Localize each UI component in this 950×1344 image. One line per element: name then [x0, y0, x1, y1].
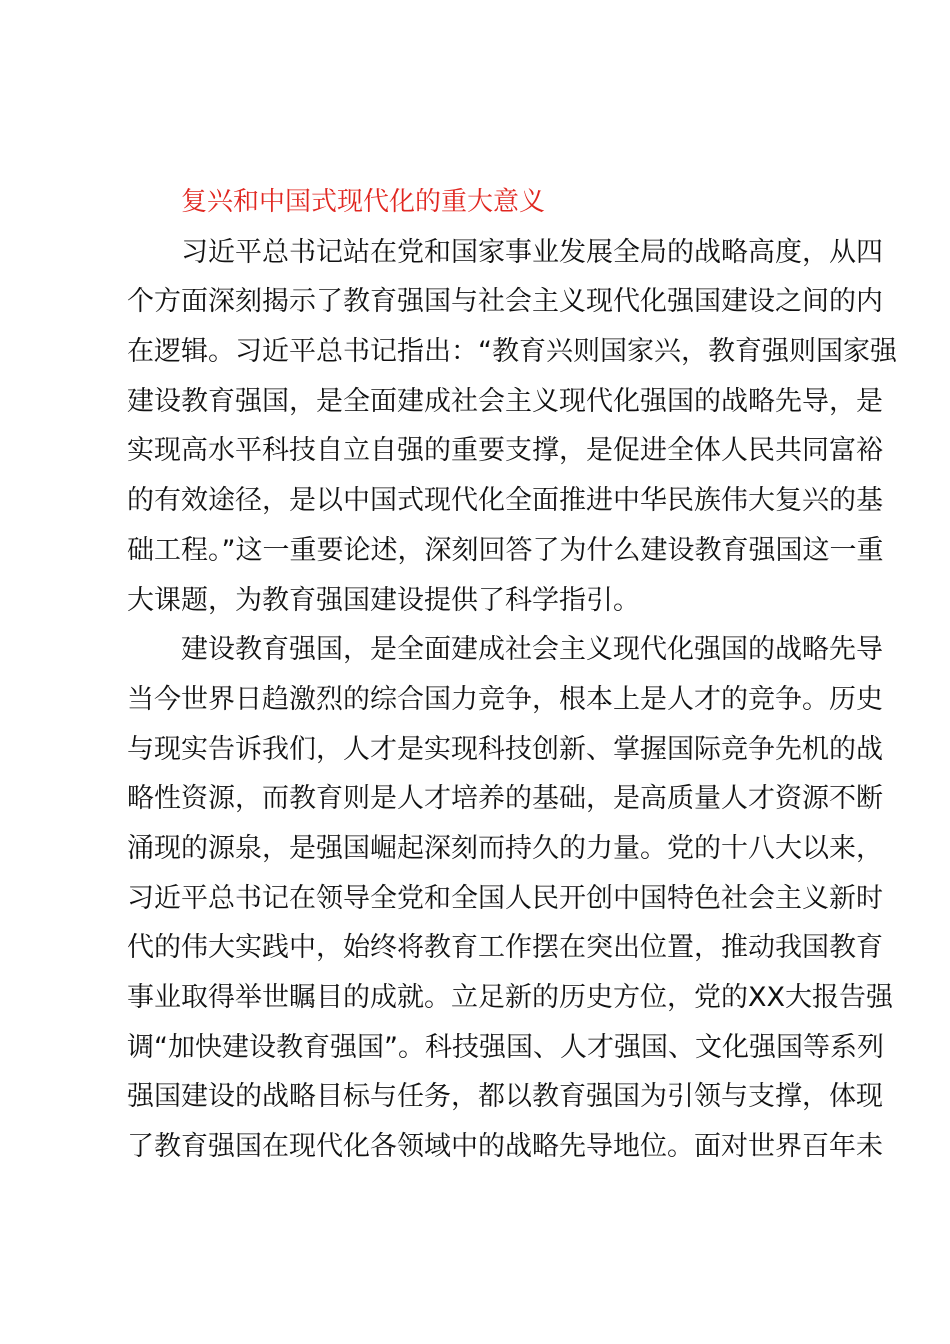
paragraph-line: 个方面深刻揭示了教育强国与社会主义现代化强国建设之间的内 [127, 286, 883, 318]
paragraph-2 [127, 625, 893, 1172]
document-body [127, 178, 897, 1172]
paragraph-line: 调“加快建设教育强国”。科技强国、人才强国、文化强国等系列 [127, 1031, 884, 1063]
paragraph-line: 建设教育强国，是全面建成社会主义现代化强国的战略先导 [181, 634, 883, 666]
paragraph-line: 当今世界日趋激烈的综合国力竞争，根本上是人才的竞争。历史 [127, 683, 883, 715]
paragraph-line: 实现高水平科技自立自强的重要支撑，是促进全体人民共同富裕 [127, 435, 883, 467]
paragraph-line: 与现实告诉我们，人才是实现科技创新、掌握国际竞争先机的战 [127, 733, 883, 765]
paragraph-line: 建设教育强国，是全面建成社会主义现代化强国的战略先导，是 [127, 385, 883, 417]
paragraph-1 [127, 228, 897, 626]
paragraph-line: 代的伟大实践中，始终将教育工作摆在突出位置，推动我国教育 [127, 932, 883, 964]
paragraph-line: 了教育强国在现代化各领域中的战略先导地位。面对世界百年未 [127, 1131, 883, 1163]
paragraph-line: 习近平总书记站在党和国家事业发展全局的战略高度，从四 [181, 236, 883, 268]
paragraph-line: 大课题，为教育强国建设提供了科学指引。 [127, 584, 640, 616]
paragraph-line: 础工程。”这一重要论述，深刻回答了为什么建设教育强国这一重 [127, 534, 884, 566]
paragraph-line: 习近平总书记在领导全党和全国人民开创中国特色社会主义新时 [127, 882, 883, 914]
paragraph-line: 的有效途径，是以中国式现代化全面推进中华民族伟大复兴的基 [127, 485, 883, 517]
paragraph-line: 略性资源，而教育则是人才培养的基础，是高质量人才资源不断 [127, 783, 883, 815]
paragraph-line: 涌现的源泉，是强国崛起深刻而持久的力量。党的十八大以来， [127, 832, 883, 864]
paragraph-line: 事业取得举世瞩目的成就。立足新的历史方位，党的XX大报告强 [127, 982, 893, 1013]
paragraph-line: 在逻辑。习近平总书记指出：“教育兴则国家兴，教育强则国家强 [127, 336, 897, 368]
section-heading: 复兴和中国式现代化的重大意义 [181, 187, 546, 217]
paragraph-line: 强国建设的战略目标与任务，都以教育强国为引领与支撑，体现 [127, 1081, 883, 1113]
